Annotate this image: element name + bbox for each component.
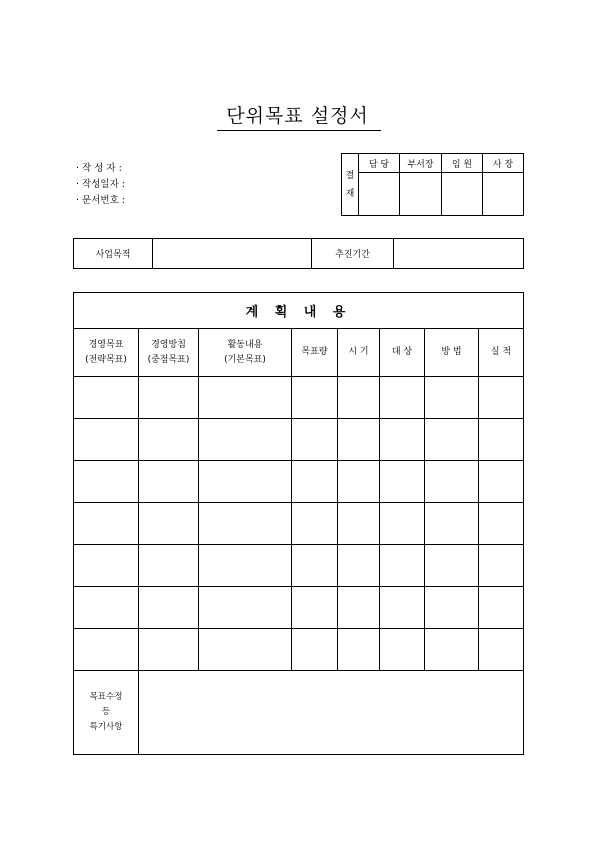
- table-cell[interactable]: [199, 587, 292, 629]
- table-cell[interactable]: [292, 503, 338, 545]
- table-cell[interactable]: [292, 419, 338, 461]
- table-cell[interactable]: [199, 545, 292, 587]
- table-cell[interactable]: [74, 503, 139, 545]
- header-management-policy-line1: 경영방침: [151, 339, 186, 350]
- table-cell[interactable]: [139, 587, 199, 629]
- plan-header-row: [74, 329, 524, 377]
- header-management-goal-line1: 경영목표: [88, 339, 124, 350]
- table-cell[interactable]: [74, 419, 139, 461]
- header-management-policy: [139, 329, 199, 377]
- approval-header-manager: 부서장: [400, 154, 442, 173]
- table-cell[interactable]: [199, 419, 292, 461]
- table-cell[interactable]: [425, 587, 479, 629]
- plan-table: [73, 292, 524, 755]
- approval-sign-president[interactable]: [483, 173, 524, 216]
- notes-label-line3: 특기사항: [89, 722, 123, 732]
- header-activity-line2: (기본목표): [224, 354, 266, 365]
- plan-title: 계 획 내 용: [74, 293, 524, 329]
- table-cell[interactable]: [380, 461, 425, 503]
- table-cell[interactable]: [425, 629, 479, 671]
- table-cell[interactable]: [74, 461, 139, 503]
- approval-side-label-2: 재: [345, 188, 355, 199]
- table-cell[interactable]: [199, 503, 292, 545]
- approval-table: [341, 153, 524, 216]
- table-cell[interactable]: [139, 419, 199, 461]
- header-result: 실 적: [479, 329, 524, 377]
- header-activity: [199, 329, 292, 377]
- date-label: · 작성일자 :: [76, 179, 125, 190]
- table-cell[interactable]: [380, 629, 425, 671]
- table-row: [74, 461, 524, 503]
- doc-number-label: · 문서번호 :: [76, 195, 125, 206]
- table-cell[interactable]: [292, 545, 338, 587]
- table-row: [74, 545, 524, 587]
- table-row: [74, 587, 524, 629]
- table-cell[interactable]: [479, 419, 524, 461]
- table-cell[interactable]: [425, 419, 479, 461]
- table-cell[interactable]: [74, 545, 139, 587]
- header-target-amount: 목표량: [292, 329, 338, 377]
- header-management-goal: [74, 329, 139, 377]
- table-row: [74, 377, 524, 419]
- table-cell[interactable]: [139, 545, 199, 587]
- table-cell[interactable]: [479, 461, 524, 503]
- table-cell[interactable]: [139, 377, 199, 419]
- table-cell[interactable]: [139, 629, 199, 671]
- table-cell[interactable]: [479, 629, 524, 671]
- table-row: [74, 503, 524, 545]
- table-cell[interactable]: [479, 545, 524, 587]
- table-cell[interactable]: [479, 587, 524, 629]
- business-table: [73, 238, 524, 269]
- table-cell[interactable]: [338, 587, 380, 629]
- table-cell[interactable]: [74, 377, 139, 419]
- title-underline: [217, 130, 381, 131]
- table-cell[interactable]: [139, 461, 199, 503]
- table-cell[interactable]: [292, 629, 338, 671]
- table-cell[interactable]: [292, 461, 338, 503]
- document-title: 단위목표 설정서: [226, 105, 369, 127]
- table-cell[interactable]: [74, 629, 139, 671]
- table-cell[interactable]: [479, 503, 524, 545]
- table-row: [74, 629, 524, 671]
- table-cell[interactable]: [338, 419, 380, 461]
- approval-header-executive: 임 원: [442, 154, 483, 173]
- table-cell[interactable]: [380, 419, 425, 461]
- table-cell[interactable]: [380, 377, 425, 419]
- table-cell[interactable]: [425, 461, 479, 503]
- table-cell[interactable]: [380, 503, 425, 545]
- table-cell[interactable]: [199, 629, 292, 671]
- header-method: 방 법: [425, 329, 479, 377]
- table-cell[interactable]: [74, 587, 139, 629]
- table-cell[interactable]: [139, 503, 199, 545]
- table-cell[interactable]: [199, 461, 292, 503]
- document-info: [76, 161, 125, 209]
- approval-sign-staff[interactable]: [359, 173, 400, 216]
- header-management-policy-line2: (중점목표): [147, 354, 190, 365]
- table-row: [74, 419, 524, 461]
- table-cell[interactable]: [479, 377, 524, 419]
- notes-label: [74, 671, 139, 755]
- table-cell[interactable]: [199, 377, 292, 419]
- table-cell[interactable]: [380, 545, 425, 587]
- table-cell[interactable]: [380, 587, 425, 629]
- header-target: 대 상: [380, 329, 425, 377]
- approval-side-label: [342, 154, 359, 216]
- table-cell[interactable]: [425, 377, 479, 419]
- notes-label-line1: 목표수정: [89, 692, 123, 702]
- author-label: · 작 성 자 :: [76, 163, 122, 174]
- approval-header-president: 사 장: [483, 154, 524, 173]
- header-activity-line1: 활동내용: [227, 339, 263, 350]
- table-cell[interactable]: [338, 377, 380, 419]
- business-purpose-field[interactable]: [153, 239, 312, 269]
- header-timing: 시 기: [338, 329, 380, 377]
- approval-header-staff: 담 당: [359, 154, 400, 173]
- table-cell[interactable]: [338, 629, 380, 671]
- table-cell[interactable]: [338, 461, 380, 503]
- approval-sign-manager[interactable]: [400, 173, 442, 216]
- table-cell[interactable]: [425, 545, 479, 587]
- notes-label-line2: 등: [101, 707, 111, 717]
- business-purpose-label: 사업목적: [74, 239, 153, 269]
- table-cell[interactable]: [338, 545, 380, 587]
- table-cell[interactable]: [292, 587, 338, 629]
- period-field[interactable]: [394, 239, 524, 269]
- table-cell[interactable]: [338, 503, 380, 545]
- notes-field[interactable]: [139, 671, 524, 755]
- header-management-goal-line2: (전략목표): [85, 354, 127, 365]
- period-label: 추진기간: [312, 239, 394, 269]
- table-cell[interactable]: [425, 503, 479, 545]
- notes-row: [74, 671, 524, 755]
- approval-sign-executive[interactable]: [442, 173, 483, 216]
- table-cell[interactable]: [292, 377, 338, 419]
- approval-side-label-1: 결: [345, 170, 355, 181]
